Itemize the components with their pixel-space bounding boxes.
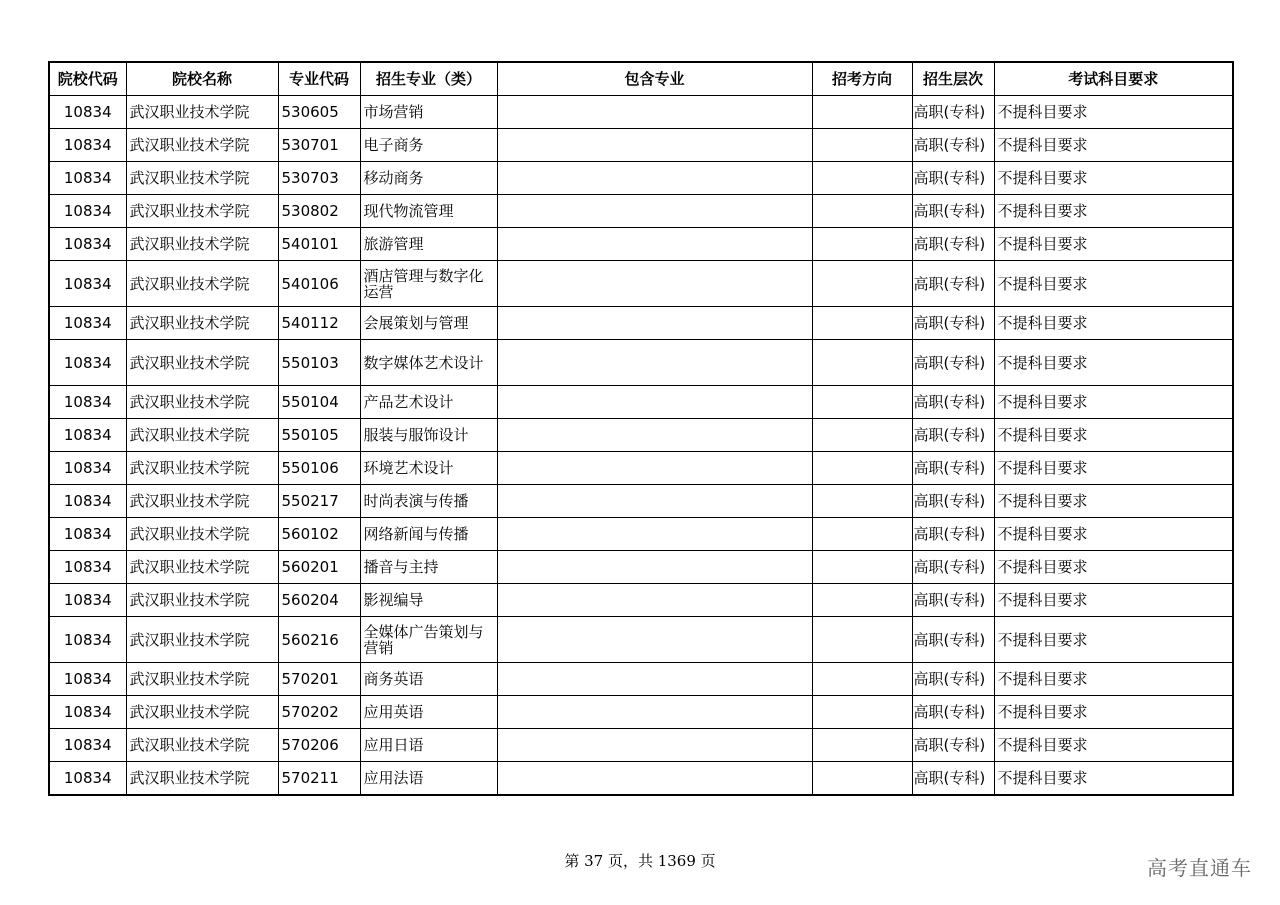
cell-major-name: 商务英语 xyxy=(360,663,497,696)
cell-direction xyxy=(812,617,912,663)
cell-major-code: 550103 xyxy=(278,340,360,386)
cell-major-code: 550105 xyxy=(278,419,360,452)
cell-school-name: 武汉职业技术学院 xyxy=(126,261,278,307)
cell-included-majors xyxy=(497,162,812,195)
cell-major-name: 应用英语 xyxy=(360,696,497,729)
cell-included-majors xyxy=(497,228,812,261)
cell-major-name: 产品艺术设计 xyxy=(360,386,497,419)
header-school-code: 院校代码 xyxy=(49,62,126,96)
cell-level: 高职(专科) xyxy=(912,162,994,195)
cell-school-name: 武汉职业技术学院 xyxy=(126,551,278,584)
cell-included-majors xyxy=(497,419,812,452)
cell-requirement: 不提科目要求 xyxy=(994,386,1233,419)
cell-level: 高职(专科) xyxy=(912,195,994,228)
cell-direction xyxy=(812,762,912,796)
cell-school-code: 10834 xyxy=(49,419,126,452)
cell-requirement: 不提科目要求 xyxy=(994,452,1233,485)
cell-school-code: 10834 xyxy=(49,696,126,729)
header-major-code: 专业代码 xyxy=(278,62,360,96)
cell-level: 高职(专科) xyxy=(912,261,994,307)
cell-level: 高职(专科) xyxy=(912,228,994,261)
cell-major-code: 560216 xyxy=(278,617,360,663)
cell-major-code: 570211 xyxy=(278,762,360,796)
cell-level: 高职(专科) xyxy=(912,452,994,485)
cell-major-name: 环境艺术设计 xyxy=(360,452,497,485)
cell-school-code: 10834 xyxy=(49,162,126,195)
cell-direction xyxy=(812,96,912,129)
table-row xyxy=(49,584,1233,617)
cell-major-name: 酒店管理与数字化运营 xyxy=(360,261,497,307)
cell-requirement: 不提科目要求 xyxy=(994,261,1233,307)
cell-requirement: 不提科目要求 xyxy=(994,419,1233,452)
cell-included-majors xyxy=(497,696,812,729)
cell-included-majors xyxy=(497,729,812,762)
cell-major-code: 550106 xyxy=(278,452,360,485)
cell-school-name: 武汉职业技术学院 xyxy=(126,762,278,796)
cell-major-code: 570202 xyxy=(278,696,360,729)
table-header-row xyxy=(49,62,1233,96)
cell-direction xyxy=(812,195,912,228)
cell-major-code: 550217 xyxy=(278,485,360,518)
cell-level: 高职(专科) xyxy=(912,307,994,340)
cell-school-code: 10834 xyxy=(49,617,126,663)
cell-major-code: 530703 xyxy=(278,162,360,195)
table-row xyxy=(49,96,1233,129)
table-row xyxy=(49,419,1233,452)
cell-major-code: 540112 xyxy=(278,307,360,340)
table-row xyxy=(49,696,1233,729)
cell-direction xyxy=(812,729,912,762)
cell-school-code: 10834 xyxy=(49,228,126,261)
cell-level: 高职(专科) xyxy=(912,96,994,129)
cell-requirement: 不提科目要求 xyxy=(994,228,1233,261)
table-row xyxy=(49,518,1233,551)
table-row xyxy=(49,485,1233,518)
cell-major-name: 网络新闻与传播 xyxy=(360,518,497,551)
cell-school-code: 10834 xyxy=(49,452,126,485)
cell-level: 高职(专科) xyxy=(912,729,994,762)
table-row xyxy=(49,762,1233,796)
cell-included-majors xyxy=(497,96,812,129)
cell-level: 高职(专科) xyxy=(912,340,994,386)
cell-major-code: 540101 xyxy=(278,228,360,261)
cell-direction xyxy=(812,307,912,340)
cell-school-name: 武汉职业技术学院 xyxy=(126,419,278,452)
cell-school-name: 武汉职业技术学院 xyxy=(126,96,278,129)
cell-major-name: 现代物流管理 xyxy=(360,195,497,228)
cell-requirement: 不提科目要求 xyxy=(994,617,1233,663)
cell-direction xyxy=(812,584,912,617)
cell-major-name: 影视编导 xyxy=(360,584,497,617)
cell-direction xyxy=(812,551,912,584)
cell-major-code: 530605 xyxy=(278,96,360,129)
cell-level: 高职(专科) xyxy=(912,485,994,518)
header-major-name: 招生专业（类） xyxy=(360,62,497,96)
cell-included-majors xyxy=(497,762,812,796)
cell-major-name: 会展策划与管理 xyxy=(360,307,497,340)
cell-school-name: 武汉职业技术学院 xyxy=(126,386,278,419)
cell-school-name: 武汉职业技术学院 xyxy=(126,617,278,663)
cell-level: 高职(专科) xyxy=(912,762,994,796)
cell-school-code: 10834 xyxy=(49,386,126,419)
cell-major-name: 服装与服饰设计 xyxy=(360,419,497,452)
cell-school-code: 10834 xyxy=(49,551,126,584)
cell-direction xyxy=(812,696,912,729)
table-row xyxy=(49,729,1233,762)
cell-included-majors xyxy=(497,584,812,617)
cell-level: 高职(专科) xyxy=(912,386,994,419)
cell-major-name: 移动商务 xyxy=(360,162,497,195)
cell-direction xyxy=(812,663,912,696)
cell-major-code: 540106 xyxy=(278,261,360,307)
cell-school-code: 10834 xyxy=(49,195,126,228)
table-row xyxy=(49,307,1233,340)
cell-school-name: 武汉职业技术学院 xyxy=(126,452,278,485)
cell-school-code: 10834 xyxy=(49,762,126,796)
header-school-name: 院校名称 xyxy=(126,62,278,96)
cell-level: 高职(专科) xyxy=(912,551,994,584)
cell-requirement: 不提科目要求 xyxy=(994,584,1233,617)
cell-direction xyxy=(812,386,912,419)
cell-requirement: 不提科目要求 xyxy=(994,663,1233,696)
cell-school-name: 武汉职业技术学院 xyxy=(126,195,278,228)
cell-direction xyxy=(812,261,912,307)
cell-requirement: 不提科目要求 xyxy=(994,162,1233,195)
cell-included-majors xyxy=(497,485,812,518)
cell-level: 高职(专科) xyxy=(912,419,994,452)
cell-major-code: 530701 xyxy=(278,129,360,162)
cell-major-code: 560201 xyxy=(278,551,360,584)
cell-direction xyxy=(812,129,912,162)
table-row xyxy=(49,162,1233,195)
cell-included-majors xyxy=(497,340,812,386)
page-number: 第 37 页，共 1369 页 xyxy=(564,852,716,870)
table-row xyxy=(49,617,1233,663)
cell-included-majors xyxy=(497,551,812,584)
cell-requirement: 不提科目要求 xyxy=(994,485,1233,518)
cell-major-name: 播音与主持 xyxy=(360,551,497,584)
cell-school-name: 武汉职业技术学院 xyxy=(126,485,278,518)
table-row xyxy=(49,195,1233,228)
cell-included-majors xyxy=(497,663,812,696)
cell-included-majors xyxy=(497,386,812,419)
table-row xyxy=(49,663,1233,696)
cell-major-name: 应用法语 xyxy=(360,762,497,796)
cell-major-code: 570201 xyxy=(278,663,360,696)
cell-included-majors xyxy=(497,518,812,551)
cell-school-name: 武汉职业技术学院 xyxy=(126,729,278,762)
cell-requirement: 不提科目要求 xyxy=(994,129,1233,162)
cell-included-majors xyxy=(497,617,812,663)
cell-major-code: 560204 xyxy=(278,584,360,617)
header-direction: 招考方向 xyxy=(812,62,912,96)
table-row xyxy=(49,340,1233,386)
cell-school-code: 10834 xyxy=(49,584,126,617)
cell-direction xyxy=(812,340,912,386)
table-row xyxy=(49,129,1233,162)
cell-major-code: 530802 xyxy=(278,195,360,228)
cell-school-name: 武汉职业技术学院 xyxy=(126,696,278,729)
table-row xyxy=(49,452,1233,485)
cell-major-name: 全媒体广告策划与营销 xyxy=(360,617,497,663)
cell-included-majors xyxy=(497,307,812,340)
cell-school-code: 10834 xyxy=(49,729,126,762)
cell-school-name: 武汉职业技术学院 xyxy=(126,228,278,261)
admissions-table xyxy=(48,61,1234,796)
cell-school-code: 10834 xyxy=(49,96,126,129)
cell-school-name: 武汉职业技术学院 xyxy=(126,340,278,386)
cell-included-majors xyxy=(497,129,812,162)
cell-direction xyxy=(812,518,912,551)
cell-level: 高职(专科) xyxy=(912,584,994,617)
cell-direction xyxy=(812,228,912,261)
cell-level: 高职(专科) xyxy=(912,518,994,551)
cell-level: 高职(专科) xyxy=(912,663,994,696)
cell-school-code: 10834 xyxy=(49,261,126,307)
table-row xyxy=(49,551,1233,584)
cell-requirement: 不提科目要求 xyxy=(994,696,1233,729)
cell-direction xyxy=(812,162,912,195)
cell-school-code: 10834 xyxy=(49,663,126,696)
cell-direction xyxy=(812,485,912,518)
header-included-majors: 包含专业 xyxy=(497,62,812,96)
cell-school-name: 武汉职业技术学院 xyxy=(126,584,278,617)
header-requirement: 考试科目要求 xyxy=(994,62,1233,96)
cell-level: 高职(专科) xyxy=(912,696,994,729)
cell-major-code: 560102 xyxy=(278,518,360,551)
cell-requirement: 不提科目要求 xyxy=(994,96,1233,129)
cell-major-name: 时尚表演与传播 xyxy=(360,485,497,518)
cell-requirement: 不提科目要求 xyxy=(994,551,1233,584)
cell-direction xyxy=(812,452,912,485)
cell-major-code: 570206 xyxy=(278,729,360,762)
cell-school-name: 武汉职业技术学院 xyxy=(126,518,278,551)
table-row xyxy=(49,386,1233,419)
cell-school-code: 10834 xyxy=(49,485,126,518)
cell-major-name: 电子商务 xyxy=(360,129,497,162)
cell-school-name: 武汉职业技术学院 xyxy=(126,129,278,162)
cell-school-code: 10834 xyxy=(49,307,126,340)
cell-school-code: 10834 xyxy=(49,340,126,386)
cell-included-majors xyxy=(497,261,812,307)
cell-school-name: 武汉职业技术学院 xyxy=(126,307,278,340)
cell-requirement: 不提科目要求 xyxy=(994,518,1233,551)
cell-major-name: 市场营销 xyxy=(360,96,497,129)
cell-direction xyxy=(812,419,912,452)
cell-requirement: 不提科目要求 xyxy=(994,195,1233,228)
header-level: 招生层次 xyxy=(912,62,994,96)
cell-school-name: 武汉职业技术学院 xyxy=(126,663,278,696)
cell-requirement: 不提科目要求 xyxy=(994,762,1233,796)
table-row xyxy=(49,261,1233,307)
cell-included-majors xyxy=(497,452,812,485)
cell-major-code: 550104 xyxy=(278,386,360,419)
cell-requirement: 不提科目要求 xyxy=(994,340,1233,386)
watermark-text: 高考直通车 xyxy=(1147,856,1252,880)
table-body xyxy=(49,96,1233,796)
cell-major-name: 旅游管理 xyxy=(360,228,497,261)
cell-level: 高职(专科) xyxy=(912,617,994,663)
cell-school-code: 10834 xyxy=(49,518,126,551)
cell-school-name: 武汉职业技术学院 xyxy=(126,162,278,195)
cell-school-code: 10834 xyxy=(49,129,126,162)
cell-major-name: 应用日语 xyxy=(360,729,497,762)
cell-level: 高职(专科) xyxy=(912,129,994,162)
cell-requirement: 不提科目要求 xyxy=(994,729,1233,762)
cell-major-name: 数字媒体艺术设计 xyxy=(360,340,497,386)
table-row xyxy=(49,228,1233,261)
cell-requirement: 不提科目要求 xyxy=(994,307,1233,340)
cell-included-majors xyxy=(497,195,812,228)
